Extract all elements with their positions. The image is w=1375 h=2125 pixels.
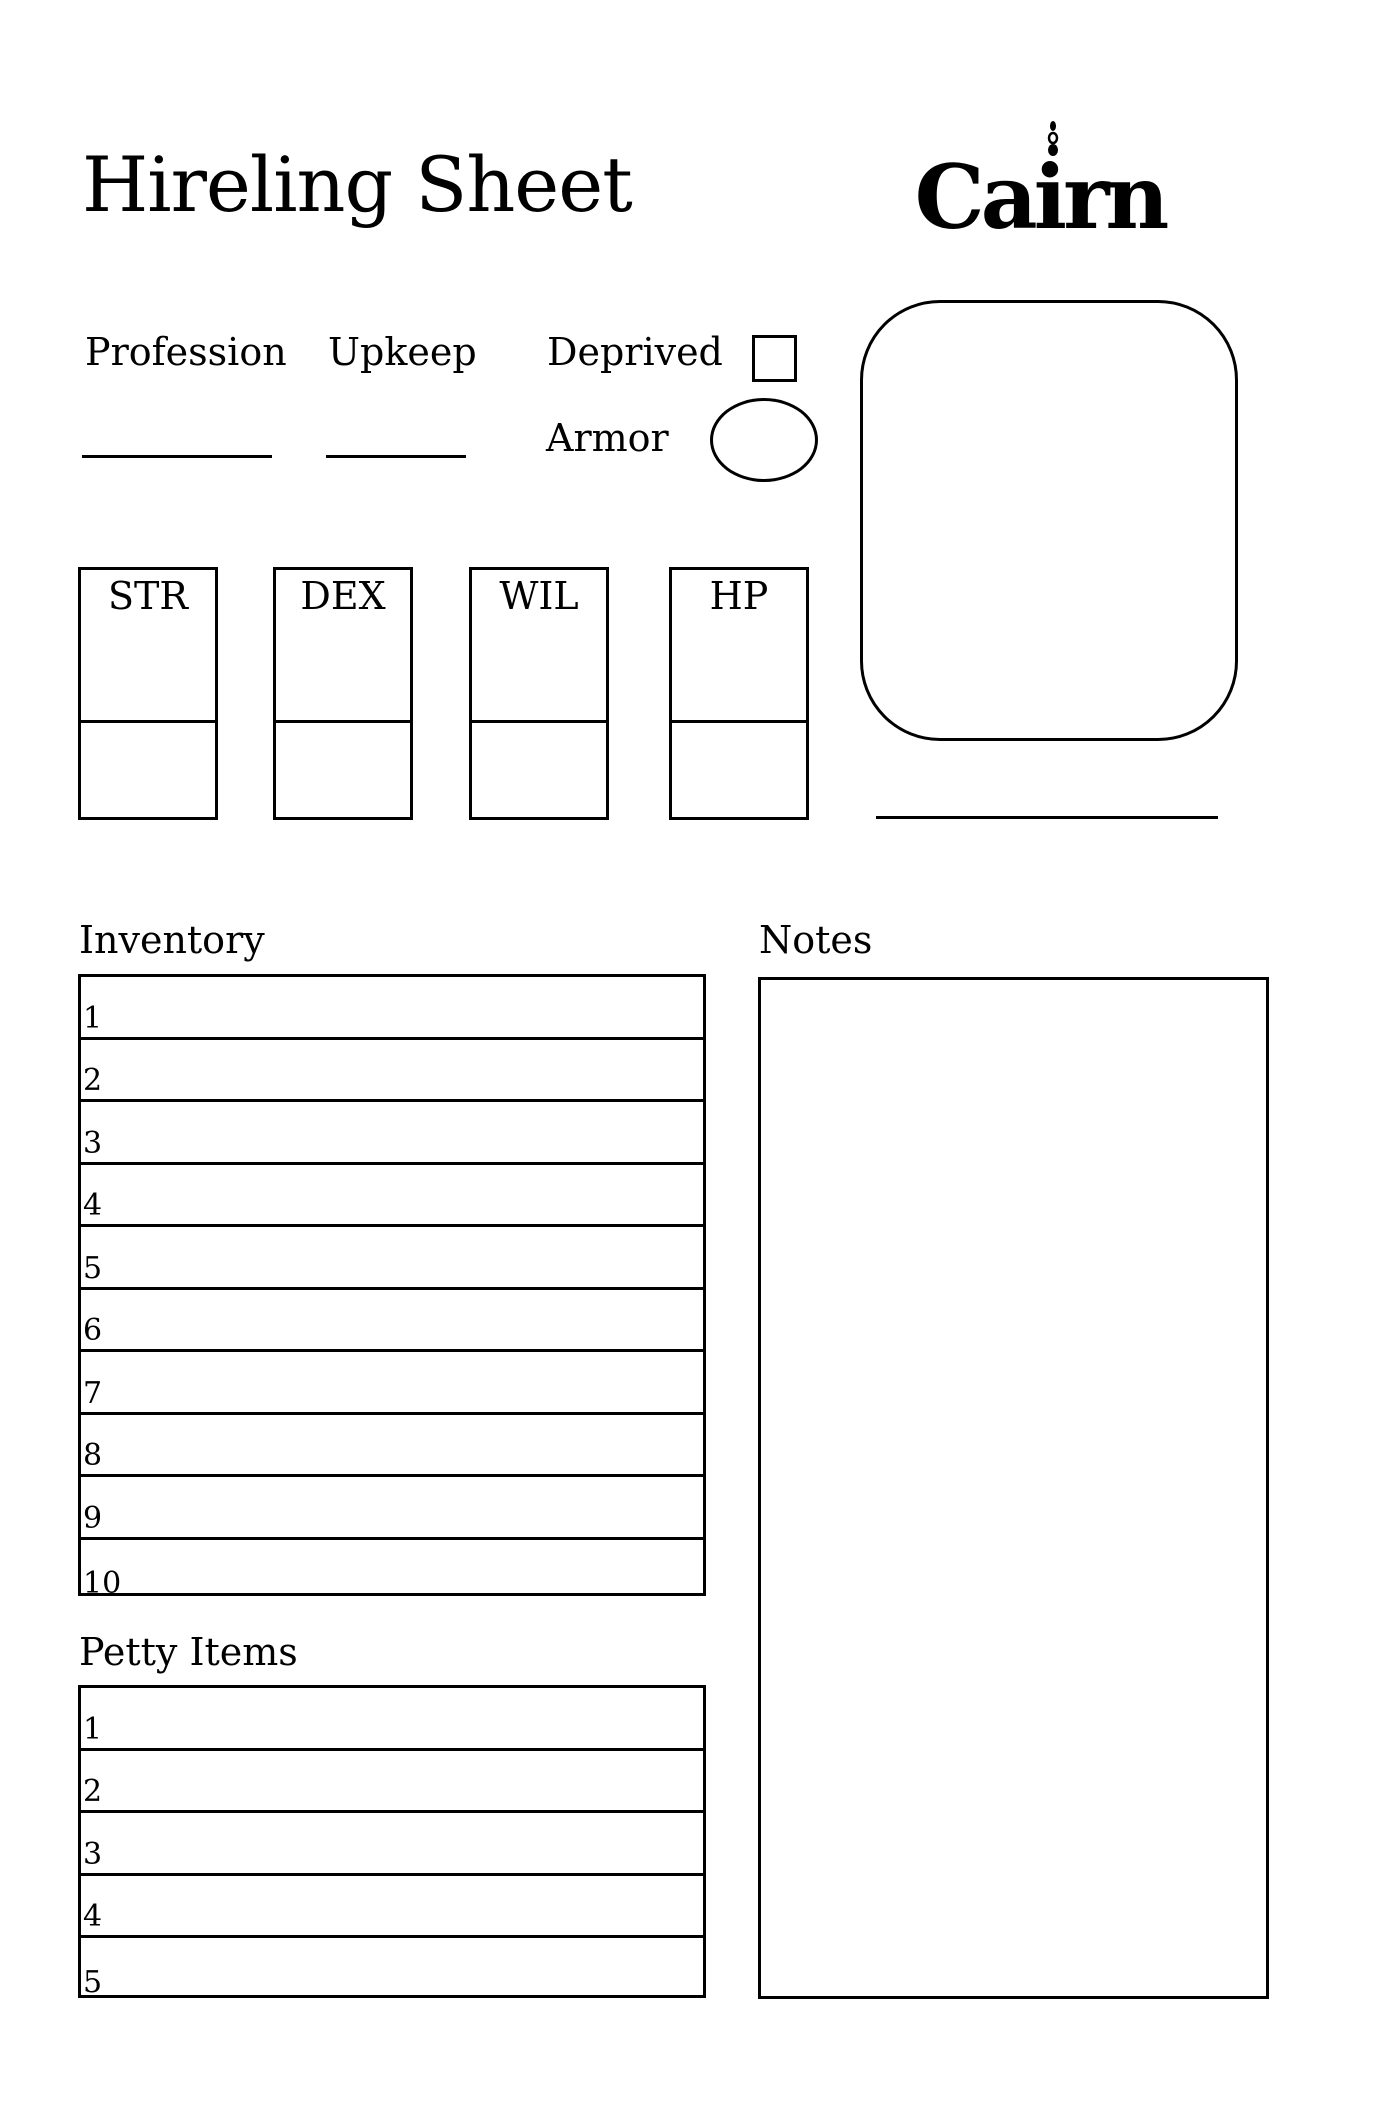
stat-box-wil[interactable] (469, 567, 609, 820)
slot-number: 4 (83, 1188, 103, 1223)
slot-number: 3 (83, 1125, 103, 1161)
slot-number: 2 (83, 1774, 103, 1809)
svg-text:Cairn: Cairn (914, 145, 1166, 249)
stat-box-hp[interactable] (669, 567, 809, 820)
profession-label: Profession (85, 330, 287, 374)
slot-number: 5 (83, 1250, 103, 1286)
petty-item-slot[interactable] (81, 1938, 703, 2001)
inventory-slot[interactable] (81, 1165, 703, 1228)
slot-number: 5 (83, 1964, 103, 2000)
inventory-list (78, 974, 706, 1601)
upkeep-field[interactable] (326, 455, 466, 458)
stat-label-wil: WIL (499, 574, 579, 618)
slot-number: 1 (83, 1711, 103, 1747)
stat-label-dex: DEX (300, 574, 386, 618)
petty-item-slot[interactable] (81, 1751, 703, 1814)
petty-items-heading: Petty Items (79, 1630, 298, 1674)
petty-item-slot[interactable] (81, 1688, 703, 1751)
stat-box-str[interactable] (78, 567, 218, 820)
notes-area[interactable] (758, 977, 1269, 1999)
stat-label-str: STR (108, 574, 188, 618)
profession-field[interactable] (82, 455, 272, 458)
slot-number: 4 (83, 1899, 103, 1934)
notes-heading: Notes (759, 918, 873, 962)
stat-label-hp: HP (709, 574, 769, 618)
slot-number: 10 (83, 1566, 122, 1601)
stat-divider (81, 720, 215, 723)
upkeep-label: Upkeep (328, 330, 477, 374)
deprived-checkbox[interactable] (752, 335, 797, 382)
inventory-slot[interactable] (81, 1477, 703, 1540)
inventory-heading: Inventory (79, 918, 265, 962)
inventory-slot[interactable] (81, 1352, 703, 1415)
cairn-logo (914, 118, 1166, 249)
stat-box-dex[interactable] (273, 567, 413, 820)
slot-number: 1 (83, 1000, 103, 1036)
slot-number: 9 (83, 1500, 103, 1536)
inventory-slot[interactable] (81, 1540, 703, 1603)
slot-number: 8 (83, 1438, 103, 1473)
inventory-slot[interactable] (81, 1040, 703, 1103)
inventory-slot[interactable] (81, 1415, 703, 1478)
page-title: Hireling Sheet (82, 140, 632, 229)
inventory-slot[interactable] (81, 1227, 703, 1290)
armor-label: Armor (546, 416, 669, 460)
deprived-label: Deprived (547, 330, 723, 374)
slot-number: 6 (83, 1313, 103, 1348)
inventory-slot[interactable] (81, 1290, 703, 1353)
stat-divider (672, 720, 806, 723)
portrait-frame[interactable] (860, 300, 1238, 741)
inventory-slot[interactable] (81, 977, 703, 1040)
stat-divider (276, 720, 410, 723)
armor-field[interactable] (710, 398, 818, 482)
slot-number: 2 (83, 1063, 103, 1098)
petty-item-slot[interactable] (81, 1876, 703, 1939)
slot-number: 7 (83, 1375, 103, 1411)
name-field[interactable] (876, 816, 1218, 819)
stat-divider (472, 720, 606, 723)
petty-items-list (78, 1685, 706, 1998)
petty-item-slot[interactable] (81, 1813, 703, 1876)
slot-number: 3 (83, 1836, 103, 1872)
inventory-slot[interactable] (81, 1102, 703, 1165)
cairn-logo-icon (914, 118, 1166, 249)
